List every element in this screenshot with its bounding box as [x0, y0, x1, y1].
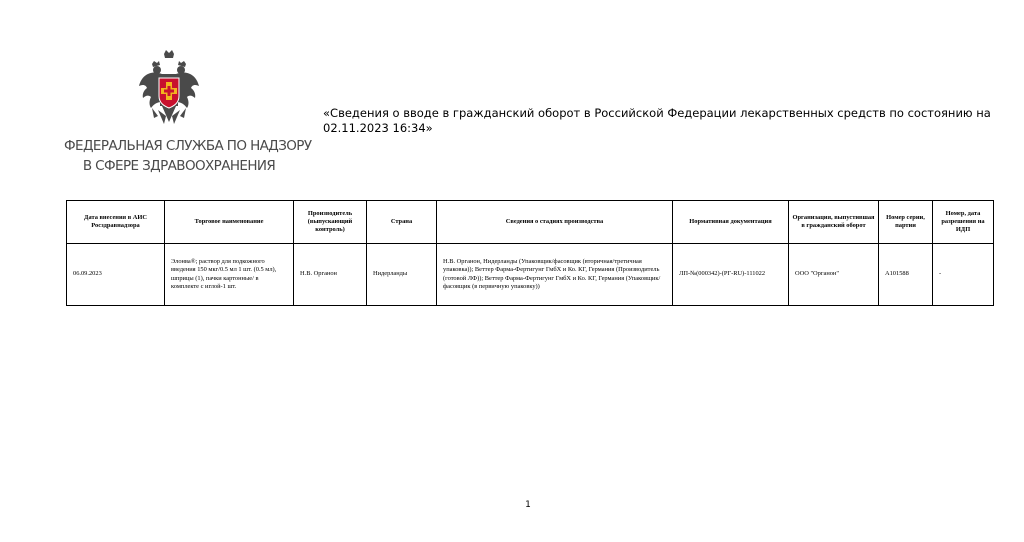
col-header-batch-number: Номер серии, партии	[879, 201, 933, 244]
col-header-organization: Организация, выпустившая в гражданский оборот	[789, 201, 879, 244]
cell-organization: ООО "Органон"	[789, 244, 879, 306]
col-header-country: Страна	[367, 201, 437, 244]
roszdravnadzor-emblem-icon	[138, 50, 200, 130]
cell-manufacturer: Н.В. Органон	[294, 244, 367, 306]
document-title: «Сведения о вводе в гражданский оборот в Российской Федерации лекарственных средств по состоянию на 02.11.2023 16:34»	[323, 106, 991, 135]
registry-table	[66, 200, 994, 306]
page-number: 1	[525, 500, 531, 510]
col-header-permit: Номер, дата разрешения на ИДП	[933, 201, 994, 244]
logo-text-line2: В СФЕРЕ ЗДРАВООХРАНЕНИЯ	[82, 158, 276, 174]
col-header-date: Дата внесения в АИС Росздравнадзора	[67, 201, 165, 244]
table-header-row	[67, 201, 994, 244]
logo-text-line1: ФЕДЕРАЛЬНАЯ СЛУЖБА ПО НАДЗОРУ	[64, 138, 312, 154]
col-header-trade-name: Торговое наименование	[165, 201, 294, 244]
cell-permit: -	[933, 244, 994, 306]
cell-production-stages: Н.В. Органон, Нидерланды (Упаковщик/фасовщик (вторичная/третичная упаковка)); Веттер Фарма-Фертигунг ГмбХ и Ко. КГ, Германия (Производитель (готовой ЛФ)); Веттер Фарма-Фертигунг ГмбХ и Ко. КГ, Германия (Упаковщик/фасовщик (в первичную упаковку))	[437, 244, 673, 306]
cell-regulatory-docs: ЛП-№(000342)-(РГ-RU)-111022	[673, 244, 789, 306]
cell-country: Нидерланды	[367, 244, 437, 306]
col-header-production-stages: Сведения о стадиях производства	[437, 201, 673, 244]
col-header-regulatory-docs: Нормативная документация	[673, 201, 789, 244]
cell-batch-number: A101588	[879, 244, 933, 306]
cell-trade-name: Элонва®; раствор для подкожного введения 150 мкг/0.5 мл 1 шт. (0.5 мл), шприцы (1), пачки картонные/ в комплекте с иглой-1 шт.	[165, 244, 294, 306]
cell-date: 06.09.2023	[67, 244, 165, 306]
table-row	[67, 244, 994, 306]
col-header-manufacturer: Производитель (выпускающий контроль)	[294, 201, 367, 244]
